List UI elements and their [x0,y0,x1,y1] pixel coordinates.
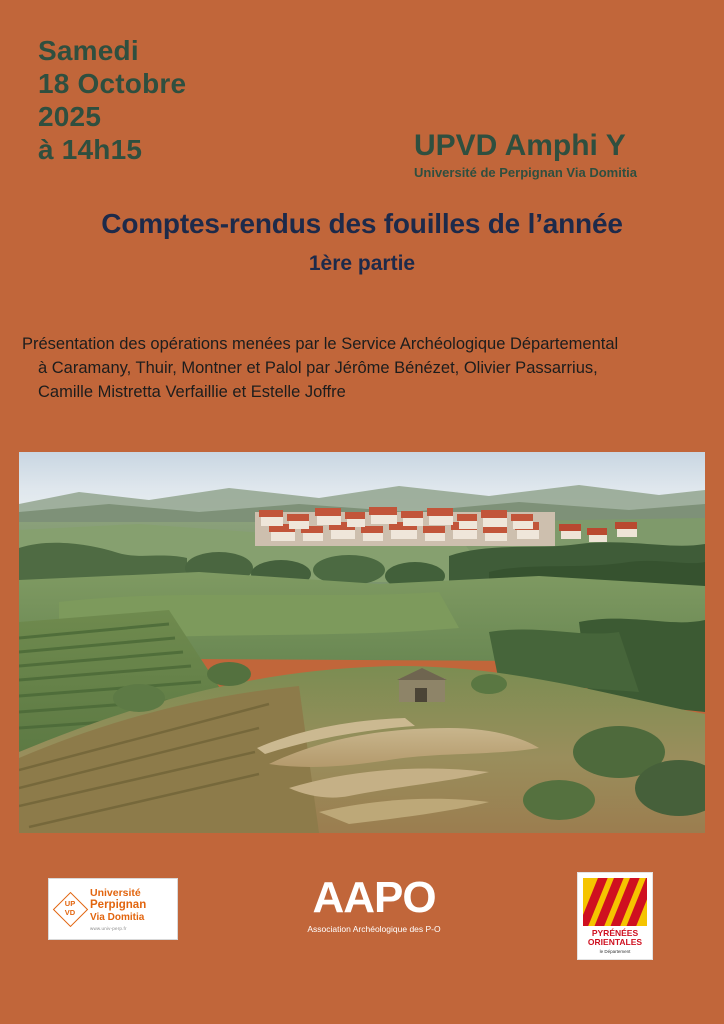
event-date-line-1: Samedi [38,35,139,66]
cd66-line-2: ORIENTALES [587,937,643,948]
venue-block [414,130,637,180]
page-subtitle: 1ère partie [308,252,416,275]
upvd-line-3: Via Domitia [90,911,145,923]
upvd-diamond-icon [55,894,85,924]
cd66-caption [578,929,652,955]
cd66-line-3: le Département [599,948,631,954]
aapo-subtitle: Association Archéologique des P-O [307,924,441,934]
logo-aapo [284,873,464,934]
cd66-line-1: PYRÉNÉES [591,928,639,938]
description-block [22,333,710,405]
upvd-line-2: Perpignan [90,898,147,911]
event-date [38,34,186,166]
logo-strip [19,872,705,962]
description-line-2: à Caramany, Thuir, Montner et Palol par Jérôme Bénézet, Olivier Passarrius, [38,358,598,377]
catalan-flag-icon [583,878,647,926]
event-date-line-4: à 14h15 [38,134,143,166]
description-line-3: Camille Mistretta Verfaillie et Estelle Joffre [38,382,346,401]
excavation-photo-graphic [19,452,705,833]
aapo-wordmark: AAPO [312,873,436,922]
logo-pyrenees-orientales [577,872,653,960]
upvd-mark-letters: UP VD [64,899,76,918]
page-title: Comptes-rendus des fouilles de l’année [101,208,623,239]
upvd-line-4: www.univ-perp.fr [90,926,127,932]
excavation-photo [19,452,705,833]
upvd-line-1: Université [90,886,141,899]
venue-subtitle: Université de Perpignan Via Domitia [414,164,637,180]
venue-title: UPVD Amphi Y [414,129,626,162]
logo-upvd [48,878,178,940]
event-date-line-3: 2025 [38,101,102,133]
description-line-1: Présentation des opérations menées par le Service Archéologique Départemental [22,335,619,353]
event-date-line-2: 18 Octobre [38,68,187,100]
